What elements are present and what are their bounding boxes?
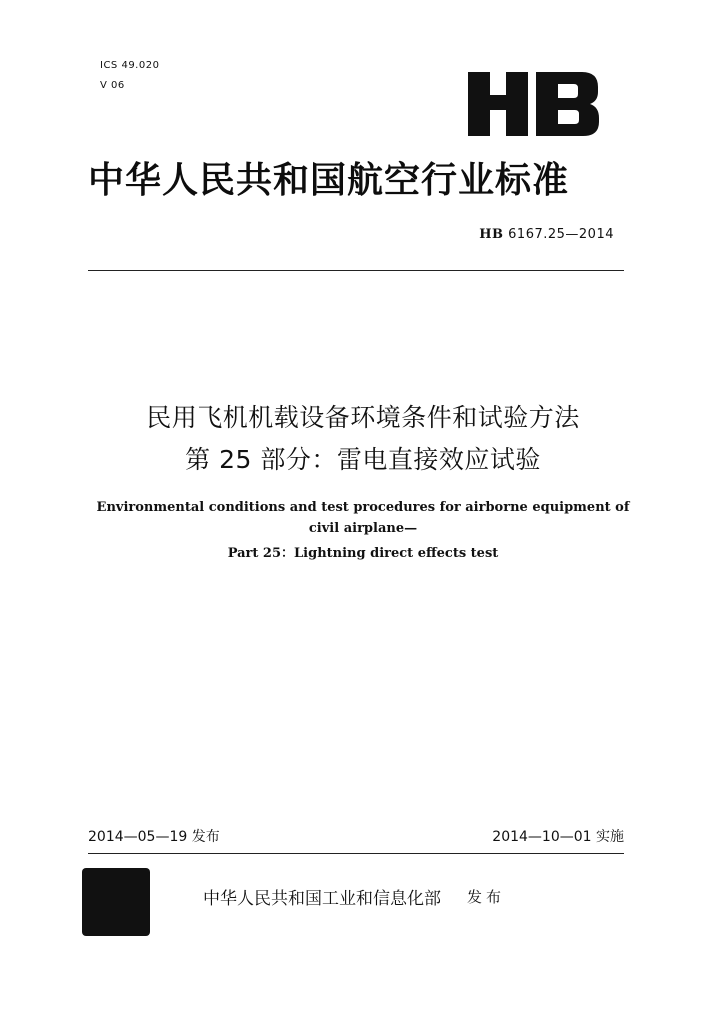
hb-logo — [466, 72, 600, 136]
ics-code: ICS 49.020 — [100, 60, 160, 71]
standard-organization-title: 中华人民共和国航空行业标准 — [88, 160, 570, 201]
publish-label: 发布 — [467, 888, 506, 906]
top-divider — [88, 270, 624, 271]
publisher-emblem-block — [82, 868, 150, 936]
ccs-code: V 06 — [100, 80, 125, 91]
hb-logo-letter-b — [536, 72, 599, 136]
hb-logo-letter-h — [468, 72, 528, 136]
document-code — [479, 227, 614, 242]
title-english-line-1: Environmental conditions and test procedures for airborne equipment of — [96, 500, 630, 515]
title-chinese-line-2: 第 25 部分：雷电直接效应试验 — [185, 445, 541, 474]
title-chinese-line-1: 民用飞机机载设备环境条件和试验方法 — [146, 403, 580, 432]
title-english-line-3: Part 25：Lightning direct effects test — [227, 546, 499, 561]
bottom-divider — [88, 853, 624, 854]
issue-date: 2014—05—19 发布 — [88, 829, 220, 845]
document-code-number: 6167.25—2014 — [508, 227, 614, 242]
title-english-line-2: civil airplane— — [308, 521, 418, 536]
implementation-date: 2014—10—01 实施 — [492, 829, 624, 845]
publisher-name: 中华人民共和国工业和信息化部 — [203, 889, 441, 909]
document-code-prefix: HB — [479, 227, 504, 242]
